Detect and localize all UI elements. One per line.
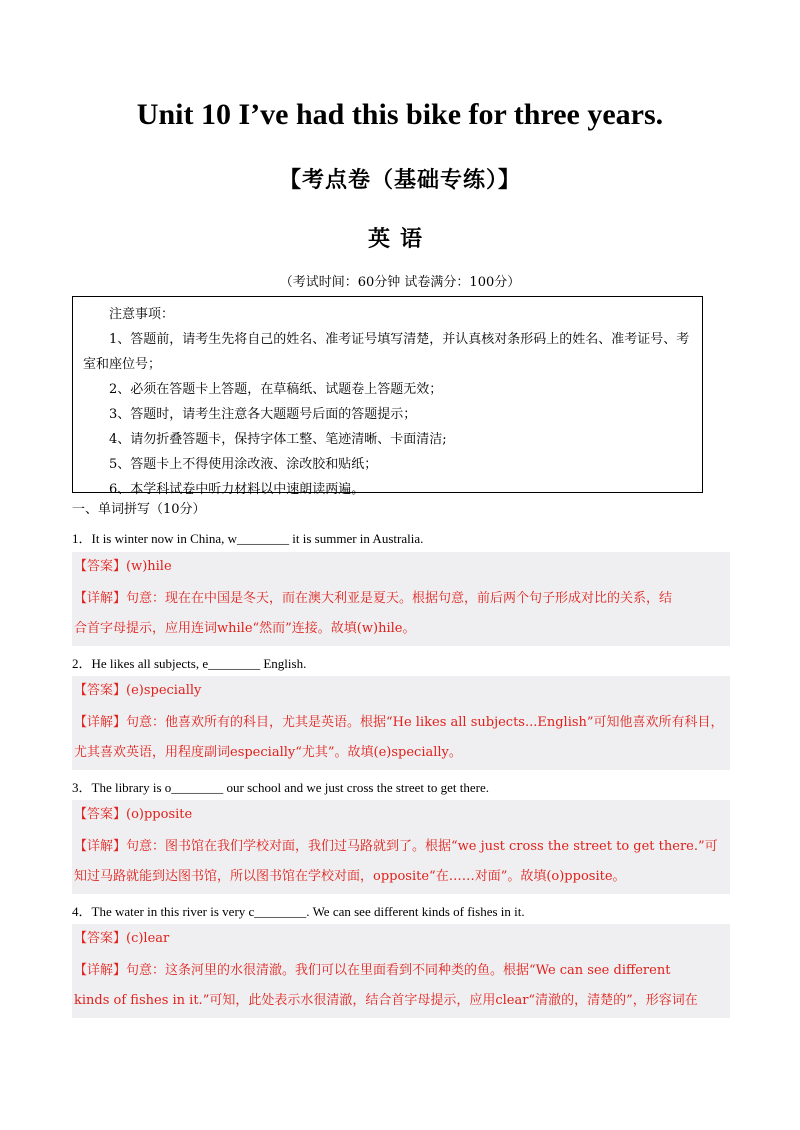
detail-line: 【详解】句意：图书馆在我们学校对面，我们过马路就到了。根据“we just cross the street to get there.”可 <box>74 839 718 854</box>
question-text: 3．The library is o________ our school and we just cross the street to get there. <box>72 780 489 795</box>
notice-item: 3、答题时，请考生注意各大题题号后面的答题提示； <box>109 407 417 422</box>
answer-line: 【答案】(w)hile <box>74 559 172 574</box>
detail-line: 【详解】句意：这条河里的水很清澈。我们可以在里面看到不同种类的鱼。根据“We can see different <box>74 963 671 978</box>
answer-block <box>72 676 730 770</box>
answer-block <box>72 924 730 1018</box>
answer-block <box>72 800 730 894</box>
question-text: 1．It is winter now in China, w________ it is summer in Australia. <box>72 531 424 546</box>
exam-info: （考试时间：60分钟 试卷满分：100分） <box>279 275 521 290</box>
detail-line: 【详解】句意：他喜欢所有的科目，尤其是英语。根据“He likes all subjects...English”可知他喜欢所有科目， <box>74 715 724 730</box>
answer-line: 【答案】(c)lear <box>74 931 170 946</box>
question-text: 4．The water in this river is very c________. We can see different kinds of fishes in it. <box>72 904 525 919</box>
notice-item: 2、必须在答题卡上答题，在草稿纸、试题卷上答题无效； <box>109 382 443 397</box>
notice-item: 4、请勿折叠答题卡，保持字体工整、笔迹清晰、卡面清洁; <box>109 432 447 447</box>
notice-item: 1、答题前，请考生先将自己的姓名、准考证号填写清楚，并认真核对条形码上的姓名、准考证号、考室和座位号； <box>83 332 690 372</box>
detail-line: 合首字母提示，应用连词while“然而”连接。故填(w)hile。 <box>74 621 416 636</box>
notice-heading: 注意事项： <box>109 307 175 322</box>
subject-heading: 英语 <box>367 226 432 252</box>
answer-line: 【答案】(e)specially <box>74 683 202 698</box>
question-text: 2．He likes all subjects, e________ English. <box>72 656 307 671</box>
detail-line: 尤其喜欢英语，用程度副词especially“尤其”。故填(e)specially。 <box>74 745 462 760</box>
document-subtitle: 【考点卷（基础专练）】 <box>278 167 521 193</box>
detail-line: 知过马路就能到达图书馆，所以图书馆在学校对面，opposite“在……对面”。故填(o)pposite。 <box>74 869 626 884</box>
notice-item: 5、答题卡上不得使用涂改液、涂改胶和贴纸； <box>109 457 378 472</box>
answer-line: 【答案】(o)pposite <box>74 807 193 822</box>
detail-line: 【详解】句意：现在在中国是冬天，而在澳大利亚是夏天。根据句意，前后两个句子形成对比的关系，结 <box>74 591 673 606</box>
notice-box <box>72 296 703 497</box>
notice-item: 6、本学科试卷中听力材料以中速朗读两遍。 <box>109 482 365 497</box>
answer-block <box>72 552 730 646</box>
section-heading: 一、单词拼写（10分） <box>72 502 206 517</box>
document-title: Unit 10 I’ve had this bike for three years. <box>136 98 664 131</box>
detail-line: kinds of fishes in it.”可知，此处表示水很清澈，结合首字母提示，应用clear“清澈的，清楚的”，形容词在 <box>74 993 698 1008</box>
